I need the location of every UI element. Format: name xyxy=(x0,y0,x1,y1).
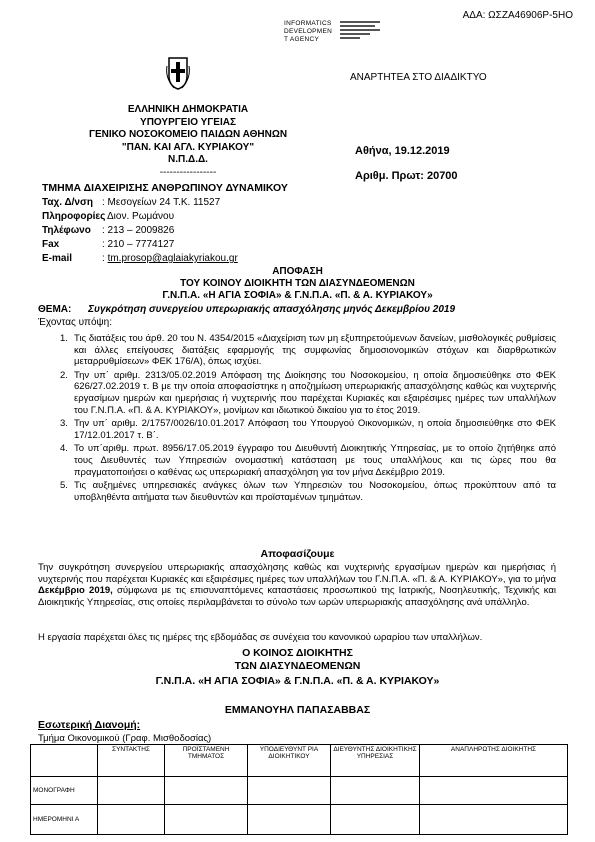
distribution-title: Εσωτερική Διανομή: xyxy=(38,719,141,731)
list-item: Την υπ΄ αριθμ. 2313/05.02.2019 Απόφαση της Διοίκησης του Νοσοκομείου, η οποία δημοσιεύθηκε στο ΦΕΚ 626/27.02.2019 τ. Β με την οποία αποφασίστηκε η αποζημίωση υπερωριακής απασχόλησης καθώς και νυχτερινής εργασίμων ημερών και ημερήσιας ή νυχτερινής που παρέχεται Κυριακές και εξαιρέσιμες ημέρες των υπαλλήλων του Γ.Ν.Π.Α. «Π. & Α. ΚΥΡΙΑΚΟΥ», μονίμων και ιδιωτικού δικαίου για το έτος 2019. xyxy=(74,369,556,416)
table-row: ΜΟΝΟΓΡΑΦΗ xyxy=(31,777,568,805)
subject-line: ΘΕΜΑ: Συγκρότηση συνεργείου υπερωριακής απασχόλησης μηνός Δεκεμβρίου 2019 xyxy=(38,304,456,315)
having-regard: Έχοντας υπόψη: xyxy=(38,317,112,328)
signature-title: Ο ΚΟΙΝΟΣ ΔΙΟΙΚΗΤΗΣ ΤΩΝ ΔΙΑΣΥΝΔΕΟΜΕΝΩΝ Γ.Ν.Π.Α. «Η ΑΓΙΑ ΣΟΦΙΑ» & Γ.Ν.Π.Α. «Π. & Α. ΚΥΡΙΑΚΟΥ» xyxy=(155,647,440,687)
contact-block: Ταχ. Δ/νση : Μεσογείων 24 Τ.Κ. 11527 Πληροφορίες: Διον. Ρωμάνου Τηλέφωνο : 213 – 2009826 Fax : 210 – 7774127 E-mail : tm.prosop@aglaiakyriakou.gr xyxy=(42,197,238,264)
post-note: ΑΝΑΡΤΗΤΕΑ ΣΤΟ ΔΙΑΔΙΚΤΥΟ xyxy=(350,72,487,83)
address-label: Ταχ. Δ/νση xyxy=(42,197,93,208)
table-header: ΣΥΝΤΑΚΤΗΣ xyxy=(98,745,165,777)
issuer-block: ΕΛΛΗΝΙΚΗ ΔΗΜΟΚΡΑΤΙΑ ΥΠΟΥΡΓΕΙΟ ΥΓΕΙΑΣ ΓΕΝΙΚΟ ΝΟΣΟΚΟΜΕΙΟ ΠΑΙΔΩΝ ΑΘΗΝΩΝ "ΠΑΝ. ΚΑΙ ΑΓΛ. ΚΥΡΙΑΚΟΥ" Ν.Π.Δ.Δ. ----------------- xyxy=(88,104,288,178)
distribution-line: Τμήμα Οικονομικού (Γραφ. Μισθοδοσίας) xyxy=(38,733,212,744)
signer-name: ΕΜΜΑΝΟΥΗΛ ΠΑΠΑΣΑΒΒΑΣ xyxy=(224,704,371,716)
list-item: Τις αυξημένες υπηρεσιακές ανάγκες όλων των Υπηρεσιών του Νοσοκομείου, όπως προκύπτουν από τα υποβληθέντα αιτήματα των διευθυντών και προϊσταμένων τμημάτων. xyxy=(74,480,556,503)
greek-coat-of-arms-icon xyxy=(166,56,190,95)
ada-code: ΑΔΑ: ΩΣΖΑ46906Ρ-5ΗΟ xyxy=(462,10,573,21)
list-item: Τις διατάξεις του άρθ. 20 του Ν. 4354/2015 «Διαχείριση των μη εξυπηρετούμενων δανείων, μισθολογικές ρυθμίσεις και άλλες επείγουσες διατάξεις εφαρμογής της συμφωνίας δημοσιονομικών στόχων και διαρθρωτικών μεταρρυθμίσεων» ΦΕΚ 176/Α), όπως ισχύει. xyxy=(74,333,556,368)
table-header: ΔΙΕΥΘΥΝΤΗΣ ΔΙΟΙΚΗΤΙΚΗΣ ΥΠΗΡΕΣΙΑΣ xyxy=(331,745,420,777)
decision-paragraph: Την συγκρότηση συνεργείου υπερωριακής απασχόλησης καθώς και νυχτερινής εργασίμων ημερών και ημερήσιας ή νυχτερινής που παρέχεται Κυριακές και εξαιρέσιμες ημέρες των υπαλλήλων του Γ.Ν.Π.Α. «Π. & Α. ΚΥΡΙΑΚΟΥ», για το μήνα Δεκέμβριο 2019, σύμφωνα με τις επισυναπτόμενες καταστάσεις προσωπικού της Ιατρικής, Νοσηλευτικής, Τεχνικής και Διοικητικής Υπηρεσίας, στις οποίες περιλαμβάνεται το σύνολο των ωρών υπερωριακής απασχόλησης ανά υπάλληλο. xyxy=(38,562,557,608)
table-row: ΗΜΕΡΟΜΗΝΙ Α xyxy=(31,805,568,835)
email-link[interactable]: tm.prosop@aglaiakyriakou.gr xyxy=(107,253,238,264)
email-label: E-mail xyxy=(42,253,73,264)
info-label: Πληροφορίες xyxy=(42,211,106,222)
fax-label: Fax xyxy=(42,239,60,250)
approval-table xyxy=(30,744,568,835)
department-name: ΤΜΗΜΑ ΔΙΑΧΕΙΡΙΣΗΣ ΑΝΘΡΩΠΙΝΟΥ ΔΥΝΑΜΙΚΟΥ xyxy=(42,182,288,194)
list-item: Την υπ΄ αριθμ. 2/1757/0026/10.01.2017 Απόφαση του Υπουργού Οικονομικών, η οποία δημοσιεύθηκε στο ΦΕΚ 17/12.01.2017 τ. Β΄. xyxy=(74,418,556,441)
work-note: Η εργασία παρέχεται όλες τις ημέρες της εβδομάδας σε συνέχεια του κανονικού ωραρίου των υπαλλήλων. xyxy=(38,632,483,643)
ida-logo: INFORMATICS DEVELOPMEN T AGENCY xyxy=(284,20,384,46)
decision-title: ΑΠΟΦΑΣΗ ΤΟΥ ΚΟΙΝΟΥ ΔΙΟΙΚΗΤΗ ΤΩΝ ΔΙΑΣΥΝΔΕΟΜΕΝΩΝ Γ.Ν.Π.Α. «Η ΑΓΙΑ ΣΟΦΙΑ» & Γ.Ν.Π.Α. «Π. & Α. ΚΥΡΙΑΚΟΥ» xyxy=(162,266,433,301)
table-header: ΥΠΟΔΙΕΥΘΥΝΤ ΡΙΑ ΔΙΟΙΚΗΤΙΚΟΥ xyxy=(248,745,331,777)
phone-label: Τηλέφωνο xyxy=(42,225,91,236)
protocol-number: Αριθμ. Πρωτ: 20700 xyxy=(355,170,458,182)
decide-heading: Αποφασίζουμε xyxy=(260,548,335,560)
table-header: ΑΝΑΠΛΗΡΩΤΗΣ ΔΙΟΙΚΗΤΗΣ xyxy=(420,745,568,777)
table-header: ΠΡΟΪΣΤΑΜΕΝΗ ΤΜΗΜΑΤΟΣ xyxy=(165,745,248,777)
considerations-list: 1. Τις διατάξεις του άρθ. 20 του Ν. 4354/2015 «Διαχείριση των μη εξυπηρετούμενων δανείων, μισθολογικές ρυθμίσεις και άλλες επείγουσες διατάξεις εφαρμογής της συμφωνίας δημοσιονομικών στόχων και διαρθρωτικών μεταρρυθμίσεων» ΦΕΚ 176/Α), όπως ισχύει. 2. Την υπ΄ αριθμ. 2313/05.02.2019 Απόφαση της Διοίκησης του Νοσοκομείου, η οποία δημοσιεύθηκε στο ΦΕΚ 626/27.02.2019 τ. Β με την οποία αποφασίστηκε η αποζημίωση υπερωριακής απασχόλησης καθώς και νυχτερινής εργασίμων ημερών και ημερήσιας ή νυχτερινής που παρέχεται Κυριακές και εξαιρέσιμες ημέρες των υπαλλήλων του Γ.Ν.Π.Α. «Π. & Α. ΚΥΡΙΑΚΟΥ», μονίμων και ιδιωτικού δικαίου για το έτος 2019. 3. Την υπ΄ αριθμ. 2/1757/0026/10.01.2017 Απόφαση του Υπουργού Οικονομικών, η οποία δημοσιεύθηκε στο ΦΕΚ 17/12.01.2017 τ. Β΄. 4. Το υπ΄αριθμ. πρωτ. 8956/17.05.2019 έγγραφο του Διευθυντή Διοικητικής Υπηρεσίας, με το οποίο ζητήθηκε από τους Διευθυντές των Υπηρεσιών ονομαστική κατάσταση με τους υπαλλήλους και τις ώρες που θα πραγματοποιήσει ο καθένας ως υπερωριακή απασχόληση για τον μήνα Δεκέμβριο 2019. 5. Τις αυξημένες υπηρεσιακές ανάγκες όλων των Υπηρεσιών του Νοσοκομείου, όπως προκύπτουν από τα υποβληθέντα αιτήματα των διευθυντών και προϊσταμένων τμημάτων. xyxy=(60,333,556,503)
document-date: Αθήνα, 19.12.2019 xyxy=(355,145,450,157)
list-item: Το υπ΄αριθμ. πρωτ. 8956/17.05.2019 έγγραφο του Διευθυντή Διοικητικής Υπηρεσίας, με το οποίο ζητήθηκε από τους Διευθυντές των Υπηρεσιών ονομαστική κατάσταση με τους υπαλλήλους και τις ώρες που θα πραγματοποιήσει ο καθένας ως υπερωριακή απασχόληση για τον μήνα Δεκέμβριο 2019. xyxy=(74,443,556,478)
